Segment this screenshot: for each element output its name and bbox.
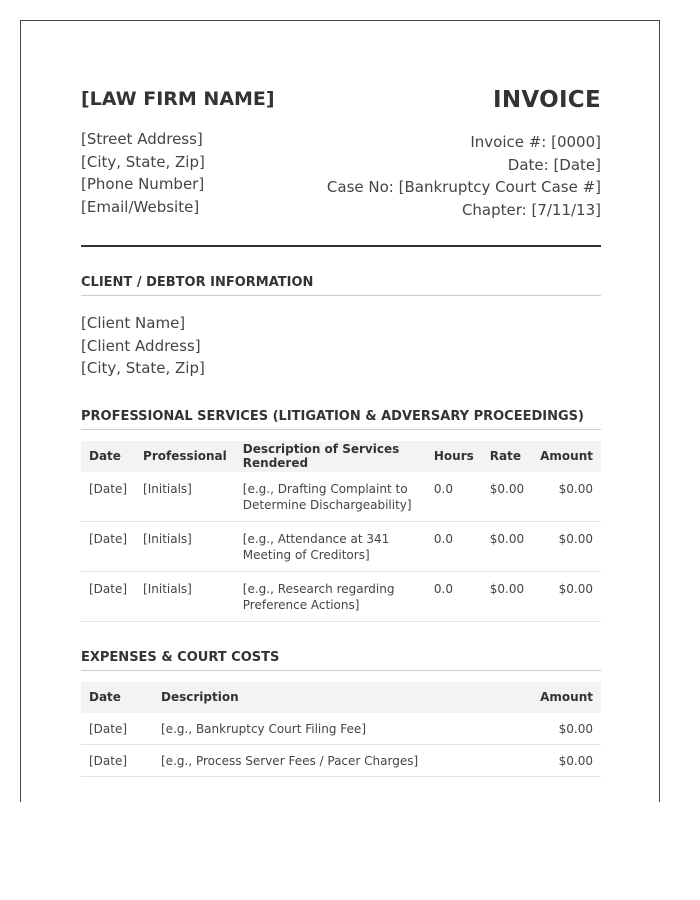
expenses-header-row bbox=[81, 682, 601, 713]
firm-name: [LAW FIRM NAME] bbox=[81, 88, 275, 110]
header-divider bbox=[81, 245, 601, 247]
row-rate: $0.00 bbox=[482, 472, 532, 522]
table-row bbox=[81, 744, 601, 776]
case-number: Case No: [Bankruptcy Court Case #] bbox=[326, 178, 601, 196]
row-professional: [Initials] bbox=[135, 472, 235, 522]
row-amount: $0.00 bbox=[511, 713, 601, 745]
firm-email: [Email/Website] bbox=[81, 197, 200, 216]
row-date: [Date] bbox=[81, 713, 153, 745]
col-amount: Amount bbox=[511, 682, 601, 713]
row-hours: 0.0 bbox=[426, 521, 482, 571]
client-info bbox=[81, 312, 601, 380]
row-rate: $0.00 bbox=[482, 571, 532, 621]
client-name: [Client Name] bbox=[81, 314, 186, 332]
row-date: [Date] bbox=[81, 521, 135, 571]
col-description: Description of Services Rendered bbox=[235, 441, 426, 472]
col-description: Description bbox=[153, 682, 511, 713]
services-section-title: PROFESSIONAL SERVICES (LITIGATION & ADVERSARY PROCEEDINGS) bbox=[81, 408, 601, 430]
row-amount: $0.00 bbox=[532, 521, 601, 571]
client-city: [City, State, Zip] bbox=[81, 359, 205, 377]
services-section bbox=[81, 408, 601, 622]
services-header-row bbox=[81, 441, 601, 472]
col-date: Date bbox=[81, 682, 153, 713]
firm-city: [City, State, Zip] bbox=[81, 152, 205, 171]
row-hours: 0.0 bbox=[426, 472, 482, 522]
col-hours: Hours bbox=[426, 441, 482, 472]
col-professional: Professional bbox=[135, 441, 235, 472]
expenses-section-title: EXPENSES & COURT COSTS bbox=[81, 649, 601, 671]
invoice-number: Invoice #: [0000] bbox=[470, 133, 601, 151]
invoice-header bbox=[81, 81, 601, 251]
row-description: [e.g., Process Server Fees / Pacer Charges] bbox=[153, 744, 511, 776]
table-row bbox=[81, 571, 601, 621]
col-date: Date bbox=[81, 441, 135, 472]
row-description: [e.g., Drafting Complaint to Determine Dischargeability] bbox=[235, 472, 426, 522]
row-rate: $0.00 bbox=[482, 521, 532, 571]
table-row bbox=[81, 713, 601, 745]
client-section bbox=[81, 274, 601, 380]
firm-street: [Street Address] bbox=[81, 130, 203, 148]
row-date: [Date] bbox=[81, 744, 153, 776]
row-date: [Date] bbox=[81, 472, 135, 522]
row-description: [e.g., Bankruptcy Court Filing Fee] bbox=[153, 713, 511, 745]
client-address: [Client Address] bbox=[81, 336, 201, 355]
row-amount: $0.00 bbox=[532, 472, 601, 522]
firm-address bbox=[81, 128, 275, 218]
invoice-page bbox=[20, 20, 660, 802]
table-row bbox=[81, 472, 601, 522]
col-rate: Rate bbox=[482, 441, 532, 472]
row-hours: 0.0 bbox=[426, 571, 482, 621]
expenses-section bbox=[81, 649, 601, 777]
row-amount: $0.00 bbox=[532, 571, 601, 621]
invoice-title: INVOICE bbox=[492, 87, 601, 113]
chapter: Chapter: [7/11/13] bbox=[461, 200, 601, 219]
table-row bbox=[81, 521, 601, 571]
expenses-table bbox=[81, 682, 601, 777]
invoice-meta bbox=[327, 81, 601, 221]
invoice-meta-lines bbox=[327, 131, 601, 221]
row-date: [Date] bbox=[81, 571, 135, 621]
services-table bbox=[81, 441, 601, 622]
row-professional: [Initials] bbox=[135, 521, 235, 571]
col-amount: Amount bbox=[532, 441, 601, 472]
firm-info bbox=[81, 81, 275, 218]
row-description: [e.g., Research regarding Preference Actions] bbox=[235, 571, 426, 621]
invoice-content bbox=[81, 81, 601, 777]
client-section-title: CLIENT / DEBTOR INFORMATION bbox=[81, 274, 601, 296]
firm-phone: [Phone Number] bbox=[81, 175, 205, 193]
row-professional: [Initials] bbox=[135, 571, 235, 621]
row-amount: $0.00 bbox=[511, 744, 601, 776]
invoice-date: Date: [Date] bbox=[507, 155, 601, 174]
row-description: [e.g., Attendance at 341 Meeting of Creditors] bbox=[235, 521, 426, 571]
